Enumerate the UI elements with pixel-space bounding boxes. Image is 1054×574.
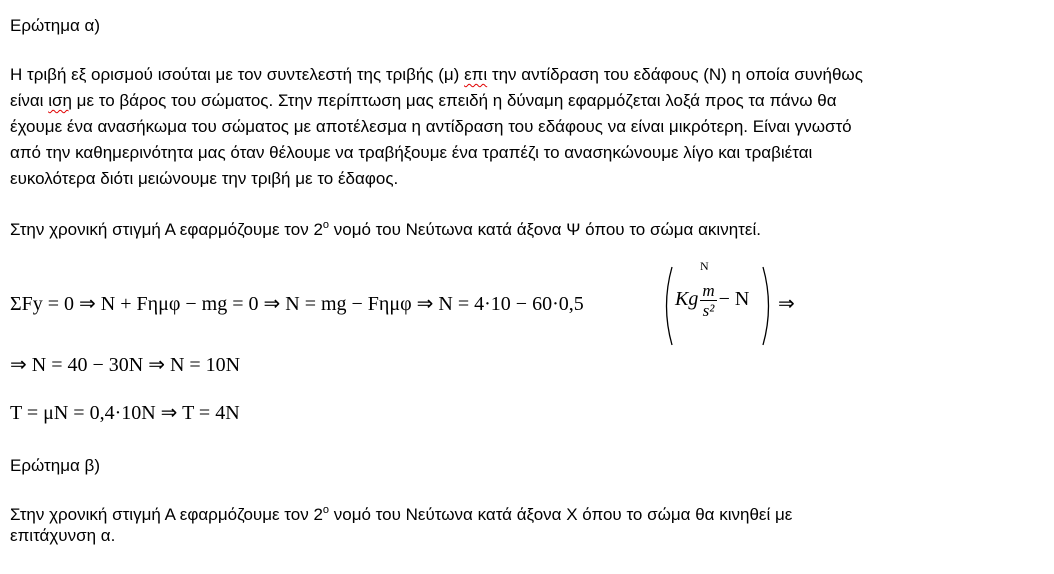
equation-main: ΣFy = 0 ⇒ N + Fημφ − mg = 0 ⇒ N = mg − Fημφ ⇒ N = 4·10 − 60·0,5 [10,293,584,315]
text-segment: με το βάρος του σώματος. Στην περίπτωση μας επειδή η δύναμη εφαρμόζεται λοξά προς τα πάνω θα [71,91,837,110]
text-segment: νομό του Νεύτωνα κατά άξονα Ψ όπου το σώμα ακινητεί. [329,220,761,239]
paragraph-line [10,88,837,114]
paragraph-line: από την καθημερινότητα μας όταν θέλουμε να τραβήξουμε ένα τραπέζι το ανασηκώνουμε λίγο και τραβιέται [10,143,813,162]
left-parenthesis [660,265,674,347]
fraction-numerator: m [702,281,715,300]
text-segment: Στην χρονική στιγμή Α εφαρμόζουμε τον 2 [10,220,323,239]
paragraph-line: ευκολότερα διότι μειώνουμε την τριβή με το έδαφος. [10,169,399,188]
unit-expression [675,281,749,320]
unit-tail: − N [718,288,750,311]
equation-normal-force: ⇒ N = 40 − 30N ⇒ N = 10N [10,354,241,376]
right-parenthesis [761,265,775,347]
spellcheck-word: ιση [48,91,72,110]
equation-friction: T = μN = 0,4·10N ⇒ T = 4N [10,402,240,424]
spellcheck-word: επι [464,65,488,84]
ordinal-superscript: ο [322,219,330,231]
text-segment: νομό του Νεύτωνα κατά άξονα Χ όπου το σώμα θα κινηθεί με [329,505,793,524]
newton-y-axis-paragraph [10,212,761,243]
unit-label-n: N [700,259,709,273]
implies-arrow: ⇒ [778,293,795,315]
text-segment: Στην χρονική στιγμή Α εφαρμόζουμε τον 2 [10,505,323,524]
text-segment: Η τριβή εξ ορισμού ισούται με τον συντελεστή της τριβής (μ) [10,65,465,84]
text-segment: είναι [10,91,49,110]
heading-question-b: Ερώτημα β) [10,456,100,475]
heading-question-a: Ερώτημα α) [10,16,101,35]
ordinal-superscript: ο [322,504,330,516]
unit-kg: Kg [675,288,699,311]
text-segment: την αντίδραση του εδάφους (N) η οποία συνήθως [487,65,863,84]
paragraph-line: επιτάχυνση α. [10,526,116,545]
paragraph-line [10,497,792,528]
fraction-m-per-s2 [700,281,716,320]
paragraph-line [10,62,863,88]
paragraph-line: έχουμε ένα ανασήκωμα του σώματος με αποτέλεσμα η αντίδραση του εδάφους να είναι μικρότερη. Είναι γνωστό [10,117,852,136]
fraction-denominator: s² [702,301,715,320]
